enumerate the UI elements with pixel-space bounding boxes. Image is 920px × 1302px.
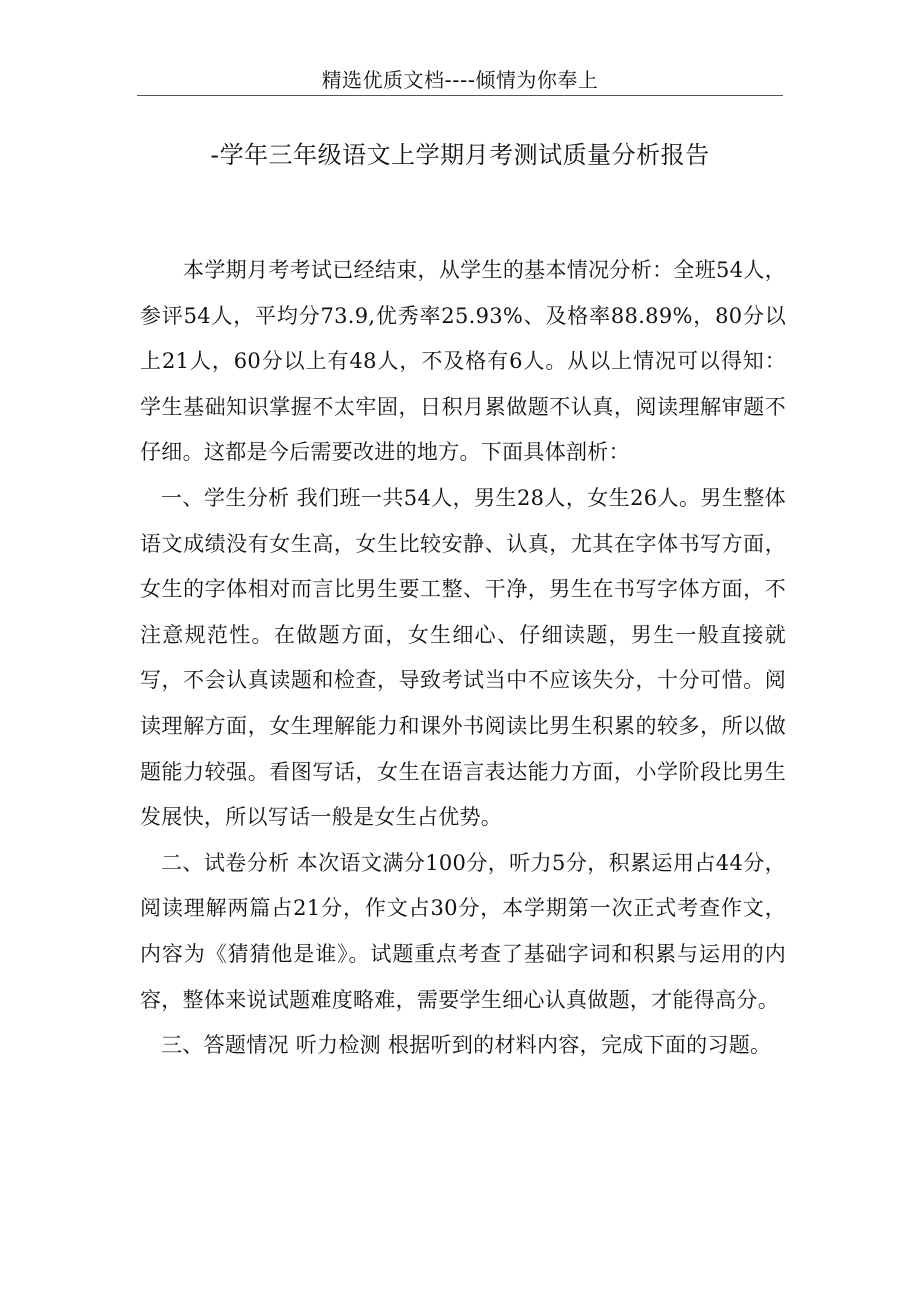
document-title: -学年三年级语文上学期月考测试质量分析报告	[210, 141, 710, 169]
paragraph-answer-situation: 三、答题情况 听力检测 根据听到的材料内容，完成下面的习题。	[161, 1033, 772, 1058]
page-header: 精选优质文档----倾情为你奉上	[321, 68, 599, 92]
document-body	[140, 248, 786, 1069]
header-divider	[137, 95, 783, 96]
paragraph-paper-analysis: 二、试卷分析 本次语文满分100分，听力5分，积累运用占44分，阅读理解两篇占21分，作文占30分，本学期第一次正式考查作文，内容为《猜猜他是谁》。试题重点考查了基础字词和积累与运用的内容，整体来说试题难度略难，需要学生细心认真做题，才能得高分。	[140, 850, 786, 1012]
paragraph-intro: 本学期月考考试已经结束，从学生的基本情况分析：全班54人，参评54人，平均分73.9,优秀率25.93%、及格率88.89%，80分以上21人，60分以上有48人，不及格有6人。从以上情况可以得知：学生基础知识掌握不太牢固，日积月累做题不认真，阅读理解审题不仔细。这都是今后需要改进的地方。下面具体剖析：	[140, 258, 786, 465]
paragraph-student-analysis: 一、学生分析 我们班一共54人，男生28人，女生26人。男生整体语文成绩没有女生高，女生比较安静、认真，尤其在字体书写方面，女生的字体相对而言比男生要工整、干净，男生在书写字体方面，不注意规范性。在做题方面，女生细心、仔细读题，男生一般直接就写，不会认真读题和检查，导致考试当中不应该失分，十分可惜。阅读理解方面，女生理解能力和课外书阅读比男生积累的较多，所以做题能力较强。看图写话，女生在语言表达能力方面，小学阶段比男生发展快，所以写话一般是女生占优势。	[140, 485, 786, 830]
